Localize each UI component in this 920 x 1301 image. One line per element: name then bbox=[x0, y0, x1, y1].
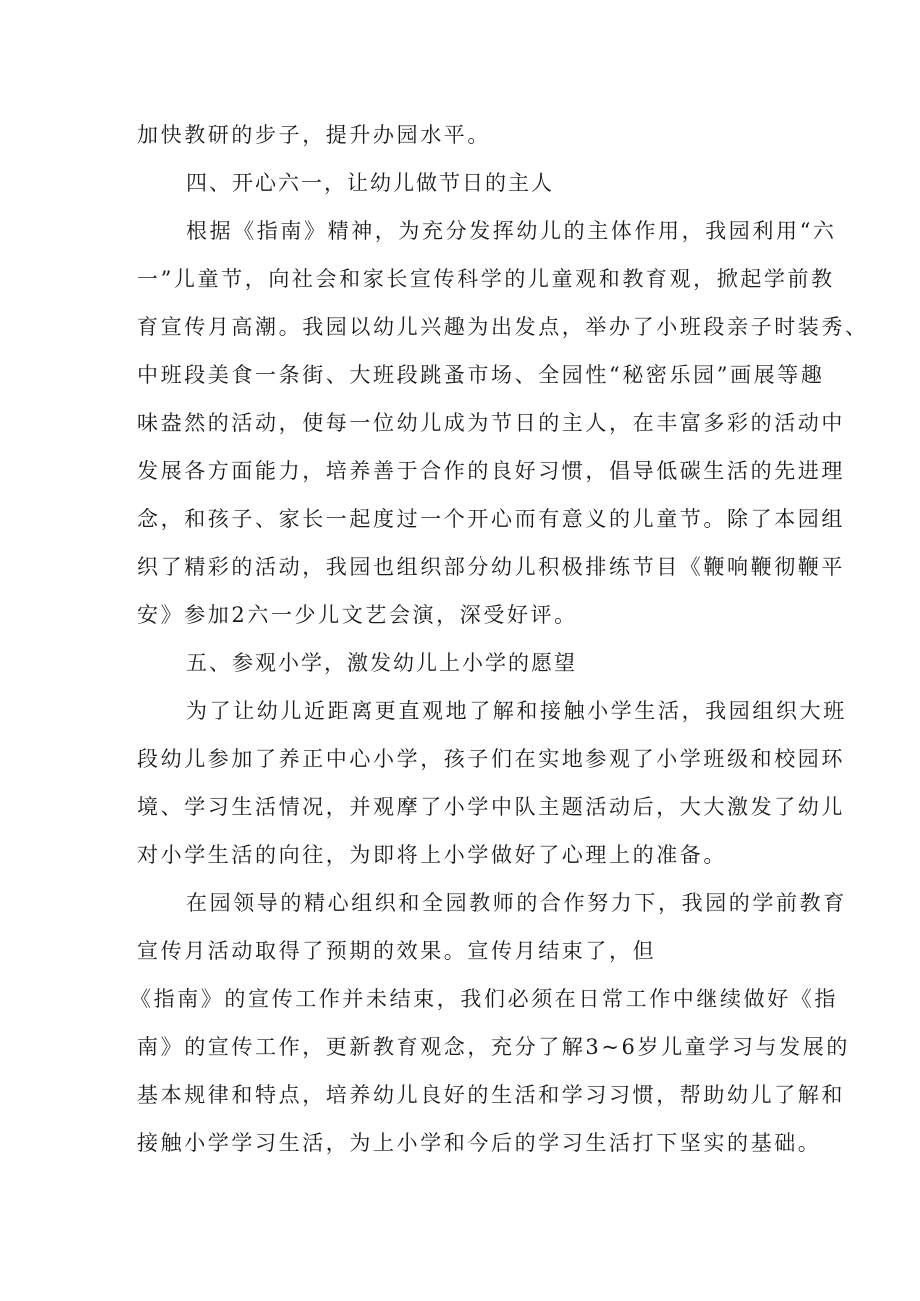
paragraph-line: 一”儿童节，向社会和家长宣传科学的儿童观和教育观，掀起学前教 bbox=[137, 267, 835, 291]
paragraph-line: 育宣传月高潮。我园以幼儿兴趣为出发点，举办了小班段亲子时装秀、 bbox=[137, 315, 869, 339]
paragraph-line: 境、学习生活情况，并观摩了小学中队主题活动后，大大激发了幼儿 bbox=[137, 795, 845, 819]
paragraph-line: 基本规律和特点，培养幼儿良好的生活和学习习惯，帮助幼儿了解和 bbox=[137, 1083, 845, 1107]
paragraph-line: 南》的宣传工作，更新教育观念，充分了解3~6岁儿童学习与发展的 bbox=[137, 1035, 850, 1059]
section-heading-five: 五、参观小学，激发幼儿上小学的愿望 bbox=[186, 651, 577, 675]
paragraph-line: 发展各方面能力，培养善于合作的良好习惯，倡导低碳生活的先进理 bbox=[137, 459, 845, 483]
paragraph-line: 宣传月活动取得了预期的效果。宣传月结束了，但 bbox=[137, 939, 657, 963]
paragraph-line: 加快教研的步子，提升办园水平。 bbox=[137, 123, 491, 147]
paragraph-line: 安》参加2六一少儿文艺会演，深受好评。 bbox=[137, 603, 578, 627]
paragraph-line: 根据《指南》精神，为充分发挥幼儿的主体作用，我园利用“六 bbox=[186, 219, 837, 243]
paragraph-line: 对小学生活的向往，为即将上小学做好了心理上的准备。 bbox=[137, 843, 727, 867]
paragraph-line: 味盎然的活动，使每一位幼儿成为节日的主人，在丰富多彩的活动中 bbox=[137, 411, 845, 435]
paragraph-line: 在园领导的精心组织和全园教师的合作努力下，我园的学前教育 bbox=[186, 891, 847, 915]
section-heading-four: 四、开心六一，让幼儿做节日的主人 bbox=[186, 171, 554, 195]
paragraph-line: 中班段美食一条街、大班段跳蚤市场、全园性“秘密乐园”画展等趣 bbox=[137, 363, 825, 387]
paragraph-line: 念，和孩子、家长一起度过一个开心而有意义的儿童节。除了本园组 bbox=[137, 507, 845, 531]
paragraph-line: 《指南》的宣传工作并未结束，我们必须在日常工作中继续做好《指 bbox=[130, 987, 838, 1011]
paragraph-line: 段幼儿参加了养正中心小学，孩子们在实地参观了小学班级和校园环 bbox=[137, 747, 845, 771]
paragraph-line: 接触小学学习生活，为上小学和今后的学习生活打下坚实的基础。 bbox=[137, 1131, 822, 1155]
paragraph-line: 织了精彩的活动，我园也组织部分幼儿积极排练节目《鞭响鞭彻鞭平 bbox=[137, 555, 845, 579]
paragraph-line: 为了让幼儿近距离更直观地了解和接触小学生活，我园组织大班 bbox=[186, 699, 847, 723]
